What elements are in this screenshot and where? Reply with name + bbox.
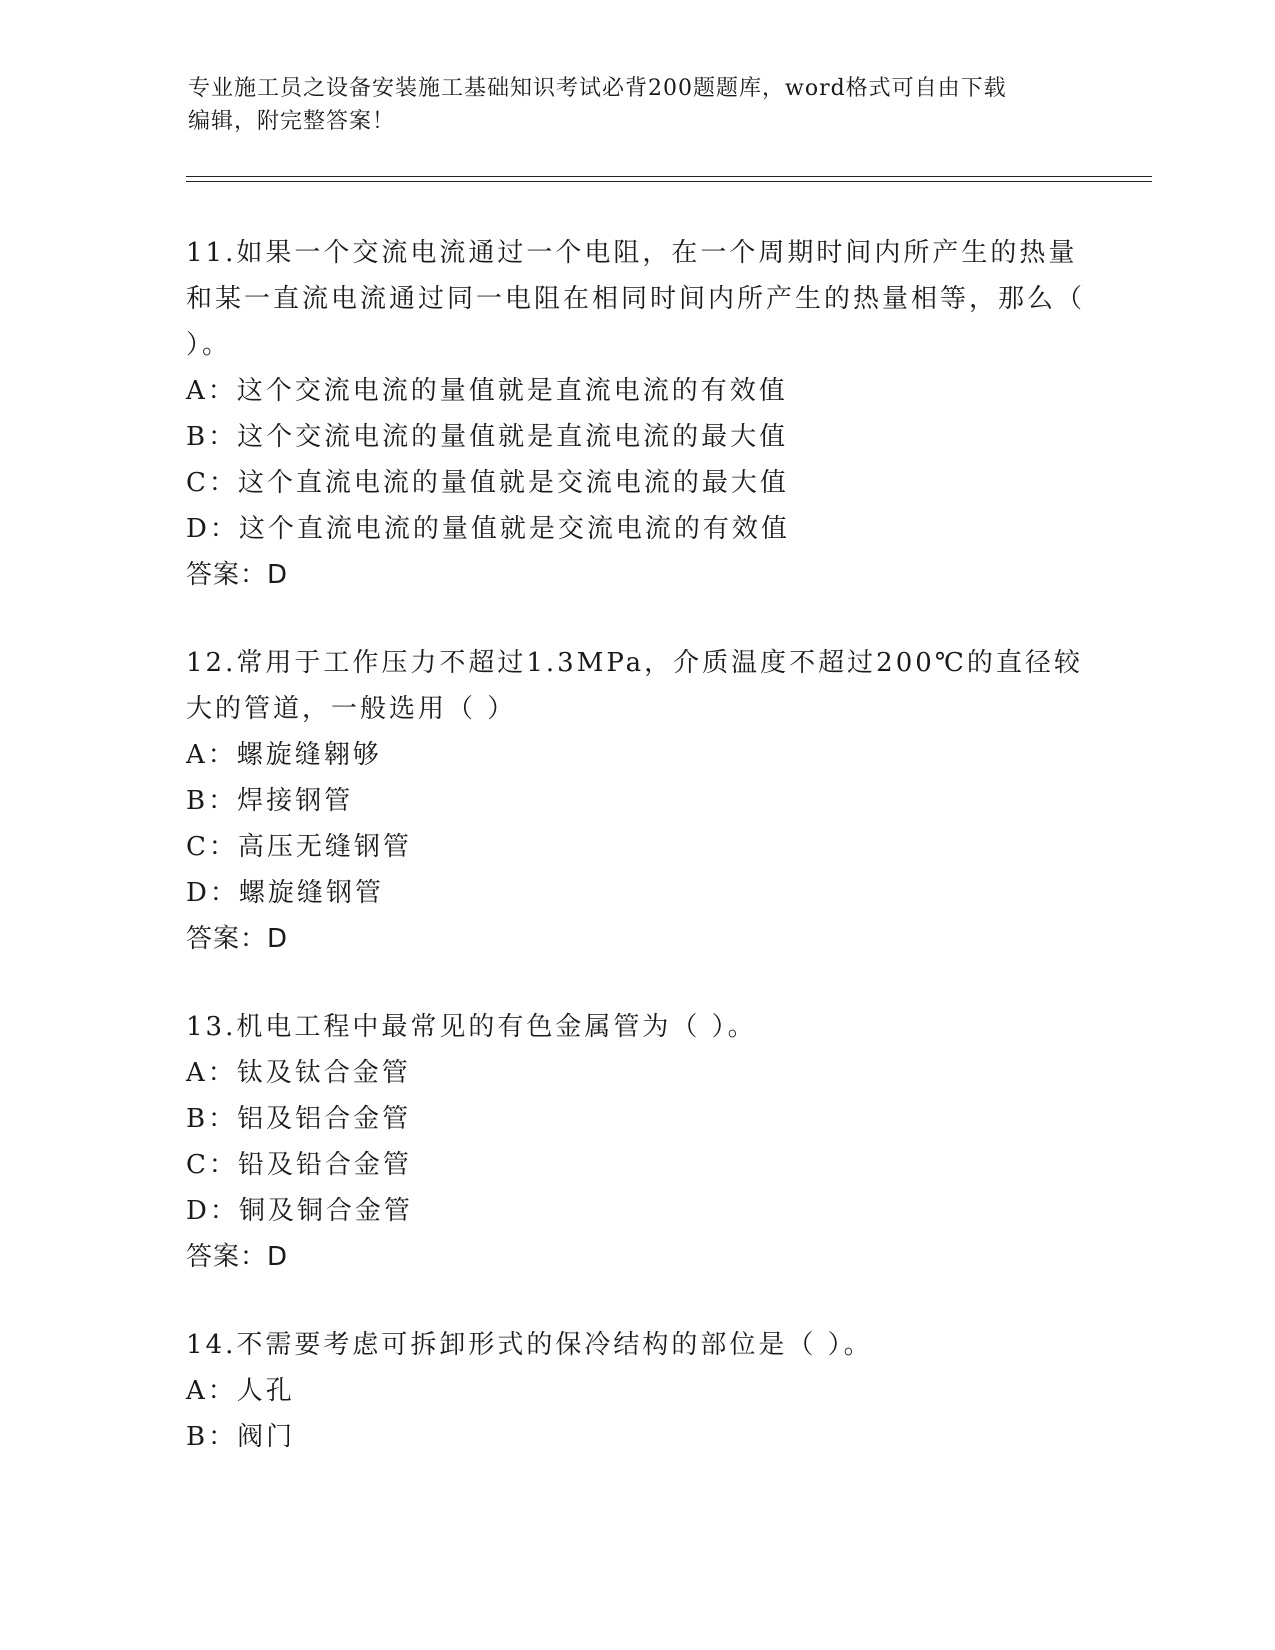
option-d: D：螺旋缝钢管 — [186, 878, 384, 908]
question-stem: 14.不需要考虑可拆卸形式的保冷结构的部位是（ ）。 — [186, 1330, 873, 1360]
answer-line: 答案：D — [186, 1242, 289, 1272]
header-title-line-1: 专业施工员之设备安装施工基础知识考试必背200题题库，word格式可自由下载 — [188, 76, 1007, 101]
option-a: A：人孔 — [186, 1376, 295, 1406]
option-b: B：焊接钢管 — [186, 786, 354, 816]
question-stem: 12.常用于工作压力不超过1.3MPa，介质温度不超过200℃的直径较大的管道，一般选用（ ） — [186, 648, 1083, 724]
option-b: B：铝及铝合金管 — [186, 1104, 412, 1134]
option-c: C：高压无缝钢管 — [186, 832, 412, 862]
question-11 — [186, 230, 1086, 598]
answer-line: 答案：D — [186, 560, 289, 590]
header-title-line-2: 编辑，附完整答案！ — [188, 109, 396, 134]
option-a: A：钛及钛合金管 — [186, 1058, 411, 1088]
answer-line: 答案：D — [186, 924, 289, 954]
question-stem: 11.如果一个交流电流通过一个电阻，在一个周期时间内所产生的热量和某一直流电流通过同一电阻在相同时间内所产生的热量相等，那么（ ）。 — [186, 238, 1086, 360]
question-14 — [186, 1322, 1086, 1460]
question-list — [186, 230, 1086, 1502]
option-a: A：螺旋缝翱够 — [186, 740, 382, 770]
question-13 — [186, 1004, 1086, 1280]
option-c: C：这个直流电流的量值就是交流电流的最大值 — [186, 468, 789, 498]
option-b: B：阀门 — [186, 1422, 296, 1452]
document-header — [188, 72, 1088, 138]
option-a: A：这个交流电流的量值就是直流电流的有效值 — [186, 376, 788, 406]
question-12 — [186, 640, 1086, 962]
option-c: C：铅及铅合金管 — [186, 1150, 412, 1180]
question-stem: 13.机电工程中最常见的有色金属管为（ ）。 — [186, 1012, 757, 1042]
option-d: D：这个直流电流的量值就是交流电流的有效值 — [186, 514, 790, 544]
option-d: D：铜及铜合金管 — [186, 1196, 413, 1226]
header-divider-bottom — [186, 181, 1152, 182]
option-b: B：这个交流电流的量值就是直流电流的最大值 — [186, 422, 789, 452]
header-divider-top — [186, 176, 1152, 177]
